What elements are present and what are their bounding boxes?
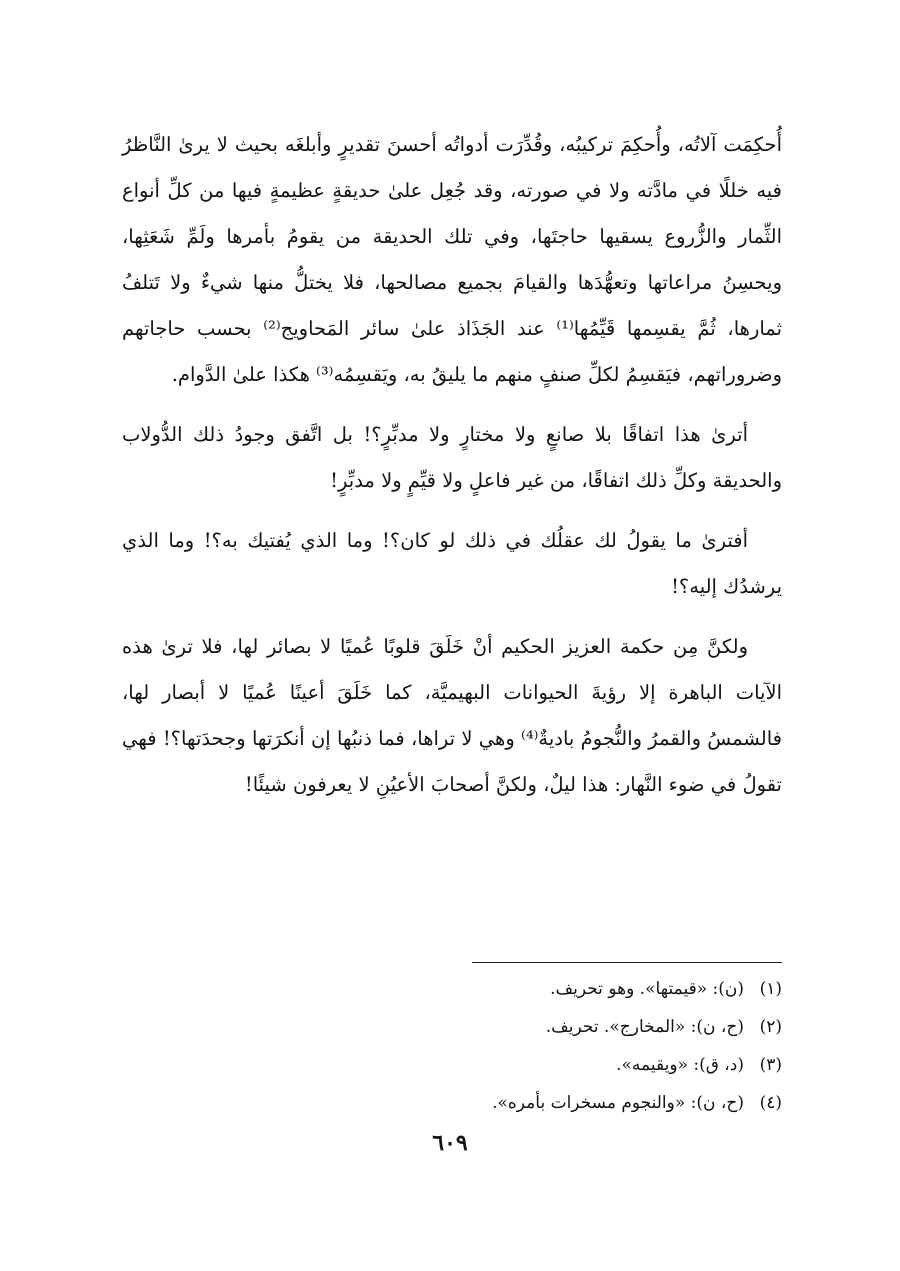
paragraph-2-text: أترىٰ هذا اتفاقًا بلا صانعٍ ولا مختارٍ ولا مدبِّرٍ؟! بل اتَّفق وجودُ ذلك الدُّولاب والحديقة وكلِّ ذلك اتفاقًا، من غير فاعلٍ ولا قيِّمٍ ولا مدبِّرٍ!: [122, 423, 782, 492]
paragraph-3: [122, 518, 782, 610]
page-number: ٦٠٩: [432, 1130, 468, 1156]
footnote-number: (٤): [759, 1093, 782, 1113]
paragraph-3-text: أفترىٰ ما يقولُ لك عقلُك في ذلك لو كان؟! وما الذي يُفتيك به؟! وما الذي يرشدُك إليه؟!: [122, 529, 782, 598]
paragraph-2: [122, 412, 782, 504]
footnote-text: (ن): «قيمتها». وهو تحريف.: [550, 979, 744, 999]
paragraph-4: [122, 624, 782, 808]
footnote-text: (ح، ن): «المخارج». تحريف.: [545, 1017, 744, 1037]
footnote-text: (ح، ن): «والنجوم مسخرات بأمره».: [492, 1093, 744, 1113]
footnote-1: [222, 970, 782, 1008]
footnote-3: [222, 1046, 782, 1084]
footnote-text: (د، ق): «ويقيمه».: [616, 1055, 744, 1075]
footnote-number: (٢): [759, 1017, 782, 1037]
footnote-4: [222, 1084, 782, 1122]
footnote-divider: [472, 962, 782, 963]
footnote-number: (١): [759, 979, 782, 999]
main-text: [122, 122, 782, 822]
footnote-number: (٣): [759, 1055, 782, 1075]
paragraph-4-text: ولكنَّ مِن حكمة العزيز الحكيم أنْ خَلَقَ قلوبًا عُميًا لا بصائر لها، فلا ترىٰ هذه الآيات الباهرة إلا رؤيةَ الحيوانات البهيميَّة، كما خَلَقَ أعينًا عُميًا لا أبصار لها، فالشمسُ والقمرُ والنُّجومُ باديةٌ⁽⁴⁾ وهي لا تراها، فما ذنبُها إن أنكرَتها وجحدَتها؟! فهي تقولُ في ضوء النَّهار: هذا ليلٌ، ولكنَّ أصحابَ الأعيُنِ لا يعرفون شيئًا!: [122, 635, 782, 796]
footnote-2: [222, 1008, 782, 1046]
paragraph-1-text: أُحكِمَت آلاتُه، وأُحكِمَ تركيبُه، وقُدِّرَت أدواتُه أحسنَ تقديرٍ وأبلغَه بحيث لا يرىٰ النَّاظرُ فيه خللًا في مادَّته ولا في صورته، وقد جُعِل علىٰ حديقةٍ عظيمةٍ فيها من كلِّ أنواع الثِّمار والزُّروع يسقيها حاجتَها، وفي تلك الحديقة من يقومُ بأمرها ولَمِّ شَعَثِها، ويحسِنُ مراعاتها وتعهُّدَها والقيامَ بجميع مصالحها، فلا يختلُّ منها شيءٌ ولا تَتلفُ ثمارها، ثُمَّ يقسِمها قَيِّمُها⁽¹⁾ عند الجَذَاذ علىٰ سائر المَحاويج⁽²⁾ بحسب حاجاتهم وضروراتهم، فيَقسِمُ لكلِّ صنفٍ منهم ما يليقُ به، ويَقسِمُه⁽³⁾ هكذا علىٰ الدَّوام.: [122, 133, 783, 386]
paragraph-1: [122, 122, 782, 398]
footnotes: [222, 970, 782, 1122]
